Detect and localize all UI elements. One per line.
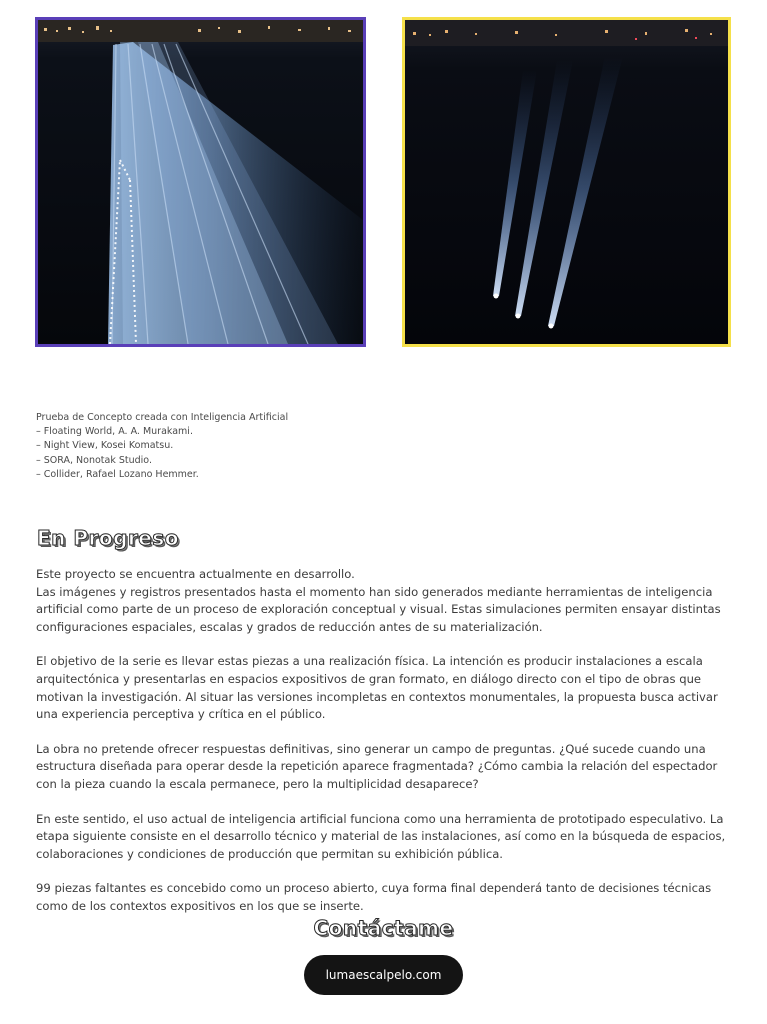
light-curtain-image [35, 17, 366, 347]
progress-line: Las imágenes y registros presentados hasta el momento han sido generados mediante herramientas de inteligencia artificial como parte de un proceso de exploración conceptual y visual. Estas simulaciones permiten ensayar distintas configuraciones espaciales, escalas y grados de reducción antes de su materialización. [36, 584, 721, 634]
progress-paragraph-5: 99 piezas faltantes es concebido como un proceso abierto, cuya forma final dependerá tanto de decisiones técnicas como de los contextos expositivos en los que se inserte. [36, 881, 712, 913]
credit-item: – SORA, Nonotak Studio. [36, 454, 152, 466]
credits-heading: Prueba de Concepto creada con Inteligencia Artificial [36, 412, 289, 423]
credit-item: – Floating World, A. A. Murakami. [36, 426, 193, 438]
progress-heading: En Progreso [37, 526, 180, 550]
progress-line: Este proyecto se encuentra actualmente en desarrollo. [36, 567, 355, 581]
contact-website-button[interactable]: lumaescalpelo.com [304, 955, 463, 995]
credits-list [36, 411, 288, 482]
credit-item: – Night View, Kosei Komatsu. [36, 440, 174, 452]
spotlights-illustration [405, 20, 728, 344]
contact-heading: Contáctame [313, 916, 454, 940]
spotlights-image [402, 17, 731, 347]
progress-body [36, 566, 736, 933]
light-curtain-illustration [38, 20, 363, 344]
progress-paragraph-2: El objetivo de la serie es llevar estas piezas a una realización física. La intención es producir instalaciones a escala arquitectónica y presentarlas en espacios expositivos de gran formato, en diálogo directo con el tipo de obras que motivan la investigación. Al situar las versiones incompletas en contextos monumentales, la propuesta busca activar una experiencia perceptiva y crítica en el público. [36, 654, 718, 722]
progress-paragraph-3: La obra no pretende ofrecer respuestas definitivas, sino generar un campo de preguntas. ¿Qué sucede cuando una estructura diseñada para operar desde la repetición aparece fragmentada? ¿Cómo cambia la relación del espectador con la pieza cuando la escala permanece, pero la multiplicidad desaparece? [36, 741, 718, 791]
credit-item: – Collider, Rafael Lozano Hemmer. [36, 468, 199, 480]
progress-paragraph-1 [36, 566, 736, 636]
progress-paragraph-4: En este sentido, el uso actual de inteligencia artificial funciona como una herramienta de prototipado especulativo. La etapa siguiente consiste en el desarrollo técnico y material de las instalaciones, así como en la búsqueda de espacios, colaboraciones y condiciones de producción que permitan su exhibición pública. [36, 811, 726, 861]
